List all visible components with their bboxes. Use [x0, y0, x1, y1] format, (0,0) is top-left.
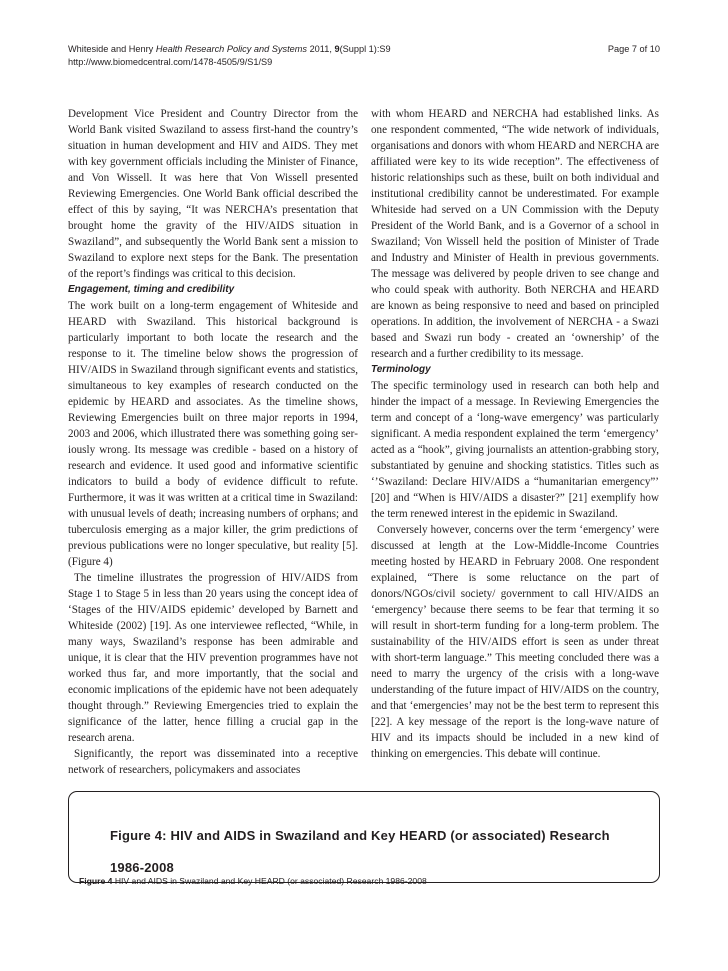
left-column [68, 106, 358, 778]
paragraph: The specific terminology used in research can both help and hinder the impact of a message. In Reviewing Emergencies the term and concept of a ‘long-wave emergency’ was particularly significant. A media respondent explained the term ‘emergency’ acted as a “hook”, giving journalists an attention-grabbing story, substantiated by genuine and shocking statistics. Titles such as ‘’Swaziland: Declare HIV/AIDS a “humanitarian emergency”’ [20] and “When is HIV/AIDS a disaster?” [21] exemplify how the term renewed interest in the epidemic in Swaziland. [371, 380, 659, 520]
paragraph: Development Vice President and Country Director from the World Bank visited Swaziland to assess first-hand the country’s situation in human development and HIV and AIDS. They met with key government officials including the Minister of Finance, and Von Wissell. It was here that Von Wissell presented Reviewing Emergencies. One World Bank official described the effect of this by saying, “It was NERCHA’s presentation that brought home the gravity of the HIV/AIDS situation in Swaziland”, and subsequently the World Bank sent a mission to Swaziland to explore next steps for the Bank. The presentation of the report’s findings was critical to this decision. [68, 108, 358, 280]
paragraph: The timeline illustrates the progression of HIV/AIDS from Stage 1 to Stage 5 in less than 20 years using the concept idea of ‘Stages of the HIV/AIDS epidemic’ developed by Barnett and Whiteside (2002) [19]. As one interviewee reflected, “While, in many ways, Swaziland’s response has been admirable and unique, it is clear that the HIV prevention programmes have not worked thus far, and more importantly, that the social and economic implications of the epidemic have not been adequately thought through.” Reviewing Emergencies tried to explain the significance of the latter, hence filling a crucial gap in the research arena. [68, 572, 358, 744]
section-heading-engagement: Engagement, timing and credibility [68, 284, 235, 295]
figure-label: Figure 4 [79, 876, 113, 886]
running-header [68, 43, 660, 69]
citation-line: Whiteside and Henry Health Research Policy and Systems 2011, 9(Suppl 1):S9 [68, 44, 391, 54]
page-number: Page 7 of 10 [607, 44, 660, 54]
figure-caption-text: HIV and AIDS in Swaziland and Key HEARD (or associated) Research 1986-2008 [112, 876, 427, 886]
article-url[interactable]: http://www.biomedcentral.com/1478-4505/9/S1/S9 [68, 57, 273, 67]
paragraph: Conversely however, concerns over the term ‘emergency’ were discussed at length at the Low-Middle-Income Countries meeting hosted by HEARD in February 2008. One respondent explained, “There is some reluctance on the part of donors/NGOs/civil society/ government to call HIV/AIDS an ‘emergency’ because there seems to be fear that terming it so will result in short-term funding for a long-term problem. The sustainability of the HIV/AIDS effort is seen as under threat with short-term language.” This meeting concluded there was a need to marry the urgency of the crisis with a long-wave understanding of the future impact of HIV/AIDS on the country, and that ‘emergencies’ may not be the best term to represent this [22]. A key message of the report is the long-wave nature of HIV and its impacts should be included in a new kind of thinking on emergencies. This debate will continue. [371, 524, 659, 760]
figure-caption [79, 875, 639, 887]
section-heading-terminology: Terminology [371, 364, 431, 375]
figure-title-line: Figure 4: HIV and AIDS in Swaziland and Key HEARD (or associated) Research [110, 828, 610, 843]
paragraph: with whom HEARD and NERCHA had established links. As one respondent commented, “The wide network of individuals, organisations and donors with whom HEARD and NERCHA are affiliated were key to its wide reception”. The effectiveness of historic relationships such as these, built on both individual and institutional credibility cannot be underestimated. For example Whiteside had served on a UN Commission with the Deputy President of the World Bank, and is a Governor of a school in Swaziland; Von Wissell held the position of Minister of Trade and Industry and Minister of Health in previous governments. The message was delivered by people driven to see change and who could speak with authority. Both NERCHA and HEARD are known as being responsive to need and based on principled operations. In addition, the involvement of NERCHA - a Swazi based and Swazi run body - created an ‘ownership’ of the research and a further credibility to its message. [371, 108, 659, 360]
paragraph: The work built on a long-term engagement of Whiteside and HEARD with Swaziland. This historical background is particularly important to both locate the research and the response to it. The timeline below shows the progression of HIV/AIDS in Swaziland through significant events and statistics, simultaneous to key examples of research conducted on the epidemic by HEARD and associates. As the timeline shows, Reviewing Emergencies built on three major reports in 1994, 2003 and 2006, which illustrated there was something going seriously wrong. Its message was credible - based on a history of research and evidence. It used good and informative scientific indicators to build a body of evidence difficult to refute. Furthermore, it was it was written at a critical time in Swaziland: with unusual levels of death; increasing numbers of orphans; and tuberculosis emerging as a major killer, the grim predictions of previous publications were no longer speculative, but reality [5]. (Figure 4) [68, 300, 358, 568]
figure-title-line: 1986-2008 [110, 860, 174, 875]
right-column [371, 106, 659, 762]
paragraph: Significantly, the report was disseminated into a receptive network of researchers, policymakers and associates [68, 748, 358, 776]
